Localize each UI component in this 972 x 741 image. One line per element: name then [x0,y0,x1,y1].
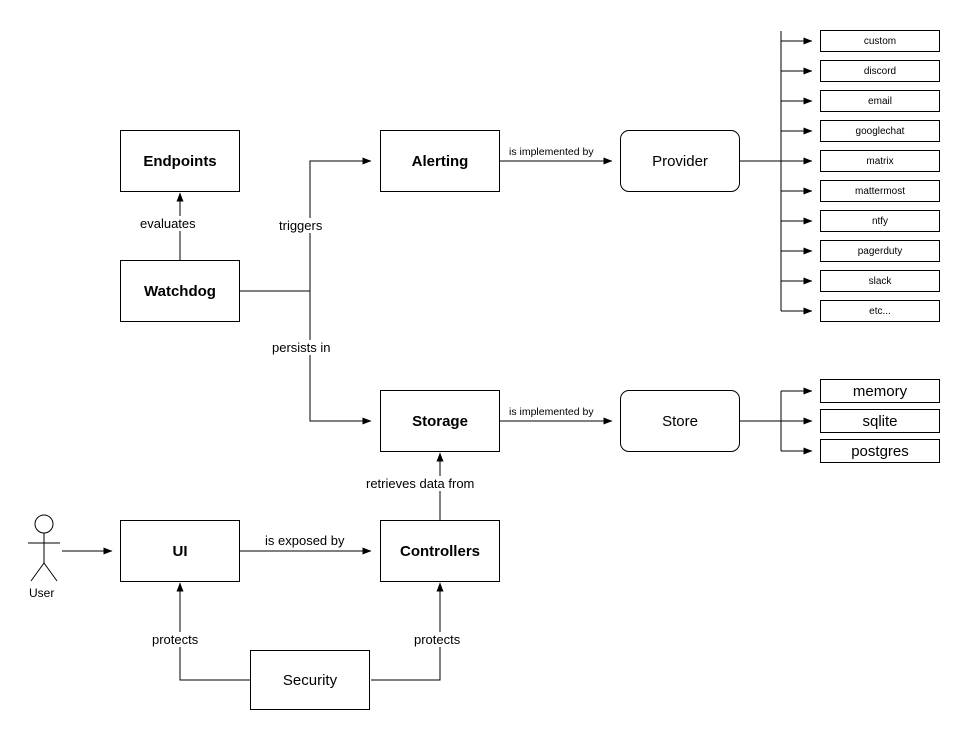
node-alerting-label: Alerting [411,152,469,170]
provider-label: pagerduty [857,245,903,257]
edge-label-protects-ui: protects [152,632,199,647]
provider-item-matrix[interactable] [820,150,940,172]
edge-label-is-exposed-by: is exposed by [265,533,345,548]
node-alerting[interactable] [380,130,500,192]
node-store[interactable] [620,390,740,452]
provider-item-mattermost[interactable] [820,180,940,202]
provider-label: ntfy [871,215,889,227]
store-label: sqlite [862,412,898,430]
provider-label: mattermost [854,185,905,197]
node-security[interactable] [250,650,370,710]
edge-label-protects-controllers: protects [414,632,461,647]
provider-label: etc... [869,305,891,317]
provider-item-slack[interactable] [820,270,940,292]
user-actor-label: User [29,586,55,600]
provider-label: matrix [866,155,894,167]
edge-label-storage-store: is implemented by [509,406,594,418]
user-stick-figure [28,515,60,581]
provider-label: slack [868,275,892,287]
node-ui-label: UI [172,542,188,560]
node-endpoints[interactable] [120,130,240,192]
node-endpoints-label: Endpoints [143,152,217,170]
node-watchdog-label: Watchdog [144,282,216,300]
node-ui[interactable] [120,520,240,582]
node-store-label: Store [662,412,698,430]
provider-item-email[interactable] [820,90,940,112]
provider-item-etc[interactable] [820,300,940,322]
node-controllers[interactable] [380,520,500,582]
edge-label-evaluates: evaluates [140,216,196,231]
node-storage-label: Storage [412,412,468,430]
provider-item-custom[interactable] [820,30,940,52]
edge-label-retrieves-data-from: retrieves data from [366,476,475,491]
node-provider[interactable] [620,130,740,192]
provider-item-pagerduty[interactable] [820,240,940,262]
node-provider-label: Provider [652,152,708,170]
edge-label-persists-in: persists in [272,340,331,355]
provider-label: discord [863,65,897,77]
node-watchdog[interactable] [120,260,240,322]
provider-item-discord[interactable] [820,60,940,82]
store-item-postgres[interactable] [820,439,940,463]
provider-item-googlechat[interactable] [820,120,940,142]
edge-label-triggers: triggers [279,218,323,233]
node-security-label: Security [282,671,338,689]
store-item-memory[interactable] [820,379,940,403]
node-controllers-label: Controllers [399,542,480,560]
provider-label: custom [863,35,897,47]
provider-label: email [868,95,892,107]
provider-label: googlechat [855,125,905,137]
store-label: memory [852,382,908,400]
store-item-sqlite[interactable] [820,409,940,433]
store-label: postgres [851,442,909,460]
provider-item-ntfy[interactable] [820,210,940,232]
edge-label-alerting-provider: is implemented by [509,146,594,158]
node-storage[interactable] [380,390,500,452]
